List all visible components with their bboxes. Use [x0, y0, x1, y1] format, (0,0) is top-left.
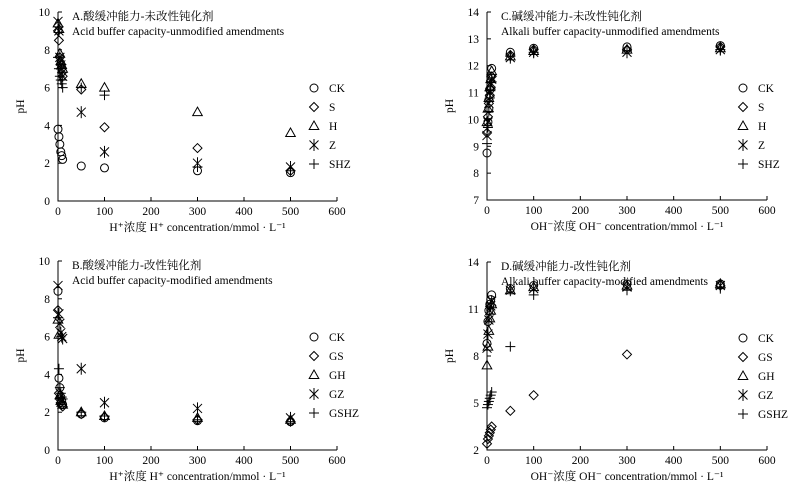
y-tick-label: 8	[473, 168, 479, 181]
y-tick-label: 2	[44, 407, 50, 420]
legend	[309, 83, 351, 171]
y-tick-label: 2	[473, 445, 479, 457]
y-tick-label: 10	[38, 7, 50, 19]
x-tick-label: 300	[188, 455, 207, 467]
y-axis-label: pH	[444, 98, 456, 114]
x-axis-label: H⁺浓度 H⁺ concentration/mmol · L⁻¹	[109, 471, 286, 483]
y-axis-label: pH	[15, 348, 27, 363]
y-tick-label: 5	[473, 398, 479, 410]
data-point-z	[100, 146, 109, 158]
y-axis-label: pH	[444, 348, 456, 364]
panel-subtitle: Alkali buffer capacity-modified amendments	[501, 276, 709, 288]
data-point-gz	[54, 280, 63, 292]
x-axis-label: OH⁻浓度 OH⁻ concentration/mmol · L⁻¹	[530, 221, 724, 233]
chart-panel-0	[15, 7, 351, 234]
panel-title: D.碱缓冲能力-改性钝化剂	[501, 261, 632, 273]
data-point-s	[54, 36, 63, 45]
data-point-gz	[100, 397, 109, 409]
y-tick-label: 11	[467, 87, 479, 100]
data-point-gs	[529, 391, 538, 400]
y-tick-label: 0	[44, 196, 50, 208]
data-point-ck	[101, 164, 109, 172]
data-point-ck	[77, 162, 85, 170]
x-tick-label: 300	[618, 205, 636, 217]
x-tick-label: 600	[758, 455, 776, 467]
legend-marker-ck	[310, 333, 318, 341]
x-tick-label: 300	[188, 206, 207, 218]
y-tick-label: 2	[44, 158, 50, 171]
legend-marker-gshz	[738, 409, 748, 419]
data-point-h	[193, 107, 203, 116]
data-point-gz	[193, 402, 202, 414]
y-tick-label: 14	[467, 257, 479, 269]
x-tick-label: 500	[281, 455, 300, 467]
legend-marker-s	[310, 103, 319, 112]
panel-subtitle: Acid buffer capacity-modified amendments	[72, 275, 273, 287]
legend	[738, 333, 788, 421]
legend-label: Z	[758, 140, 766, 152]
legend-marker-shz	[309, 159, 319, 169]
x-tick-label: 200	[571, 205, 589, 217]
legend	[309, 332, 359, 420]
y-tick-label: 0	[44, 445, 50, 457]
axis-lines	[487, 12, 767, 200]
x-tick-label: 0	[55, 206, 61, 218]
legend-label: CK	[758, 83, 774, 95]
x-axis-label: OH⁻浓度 OH⁻ concentration/mmol · L⁻¹	[530, 471, 724, 483]
x-tick-label: 500	[711, 455, 729, 467]
legend-label: H	[758, 121, 767, 133]
legend-label: Z	[329, 140, 337, 152]
y-tick-label: 11	[467, 304, 479, 316]
x-tick-label: 400	[665, 455, 683, 467]
legend-marker-ck	[739, 334, 747, 342]
legend-label: GH	[329, 370, 346, 382]
y-tick-label: 13	[467, 33, 479, 46]
chart-panel-1	[444, 7, 780, 233]
legend-label: GS	[329, 351, 344, 363]
data-point-gs	[506, 406, 515, 415]
legend-label: GH	[758, 371, 775, 383]
legend-marker-gs	[739, 353, 748, 362]
panel-title: C.碱缓冲能力-未改性钝化剂	[501, 11, 642, 23]
x-tick-label: 100	[525, 205, 543, 217]
x-tick-label: 300	[618, 455, 636, 467]
legend-marker-shz	[738, 159, 748, 169]
x-tick-label: 400	[665, 205, 683, 217]
panel-title: A.酸缓冲能力-未改性钝化剂	[72, 11, 214, 23]
chart-panel-3	[444, 257, 788, 483]
data-point-gshz	[286, 417, 296, 427]
data-point-h	[100, 83, 110, 92]
x-tick-label: 600	[328, 206, 346, 218]
x-tick-label: 200	[571, 455, 589, 467]
x-tick-label: 200	[142, 455, 160, 467]
data-point-gs	[623, 350, 632, 359]
data-point-gshz	[54, 364, 64, 374]
panel-subtitle: Acid buffer capacity-unmodified amendments	[72, 26, 285, 38]
data-point-gshz	[505, 342, 515, 352]
legend-label: H	[329, 121, 338, 133]
legend-marker-gz	[310, 388, 319, 400]
legend	[738, 83, 780, 171]
legend-label: GSHZ	[329, 408, 360, 420]
data-point-gz	[77, 363, 86, 375]
y-tick-label: 6	[44, 331, 50, 344]
x-tick-label: 0	[484, 455, 490, 467]
x-tick-label: 0	[55, 455, 61, 467]
data-point-ck	[55, 374, 63, 382]
x-tick-label: 100	[525, 455, 543, 467]
x-tick-label: 400	[235, 455, 253, 467]
legend-marker-h	[309, 121, 319, 130]
data-point-h	[286, 128, 296, 137]
y-tick-label: 10	[467, 114, 479, 127]
legend-label: GSHZ	[758, 409, 789, 421]
x-tick-label: 500	[711, 205, 729, 217]
legend-marker-gshz	[309, 408, 319, 418]
legend-label: SHZ	[758, 159, 780, 171]
y-tick-label: 10	[38, 256, 50, 268]
x-tick-label: 0	[484, 205, 490, 217]
legend-marker-gh	[738, 371, 748, 380]
legend-marker-gs	[310, 352, 319, 361]
legend-marker-z	[310, 139, 319, 151]
y-tick-label: 14	[467, 7, 479, 19]
y-axis-label: pH	[15, 99, 27, 114]
legend-label: CK	[758, 333, 774, 345]
legend-marker-h	[738, 121, 748, 130]
x-tick-label: 200	[142, 206, 160, 218]
chart-panel-2	[15, 256, 359, 483]
y-tick-label: 4	[44, 120, 50, 133]
y-tick-label: 12	[467, 60, 479, 73]
y-tick-label: 8	[44, 293, 50, 306]
legend-marker-s	[739, 103, 748, 112]
x-tick-label: 600	[758, 205, 776, 217]
panel-subtitle: Alkali buffer capacity-unmodified amendments	[501, 26, 720, 38]
data-point-s	[100, 123, 109, 132]
legend-label: GS	[758, 352, 773, 364]
y-tick-label: 7	[473, 195, 479, 207]
data-point-ck	[56, 140, 64, 148]
legend-marker-gh	[309, 370, 319, 379]
legend-label: SHZ	[329, 159, 351, 171]
legend-label: S	[329, 102, 336, 114]
x-tick-label: 600	[328, 455, 346, 467]
legend-marker-ck	[739, 84, 747, 92]
y-tick-label: 9	[473, 141, 479, 154]
legend-label: CK	[329, 332, 345, 344]
legend-label: CK	[329, 83, 345, 95]
legend-marker-ck	[310, 84, 318, 92]
legend-label: S	[758, 102, 765, 114]
y-tick-label: 6	[44, 82, 50, 95]
data-point-ck	[55, 133, 63, 141]
x-axis-label: H⁺浓度 H⁺ concentration/mmol · L⁻¹	[109, 222, 286, 234]
x-tick-label: 100	[95, 206, 114, 218]
data-point-shz	[482, 139, 492, 149]
data-point-gshz	[529, 290, 539, 300]
legend-marker-z	[739, 139, 748, 151]
x-tick-label: 500	[281, 206, 300, 218]
legend-label: GZ	[758, 390, 774, 402]
x-tick-label: 100	[95, 455, 114, 467]
data-point-shz	[100, 90, 110, 100]
y-tick-label: 8	[473, 351, 479, 363]
data-point-s	[193, 144, 202, 153]
data-point-z	[54, 15, 63, 27]
x-tick-label: 400	[235, 206, 253, 218]
legend-label: GZ	[329, 389, 345, 401]
data-point-z	[77, 106, 86, 118]
legend-marker-gz	[739, 389, 748, 401]
y-tick-label: 4	[44, 369, 50, 382]
panel-title: B.酸缓冲能力-改性钝化剂	[72, 260, 202, 272]
y-tick-label: 8	[44, 44, 50, 57]
